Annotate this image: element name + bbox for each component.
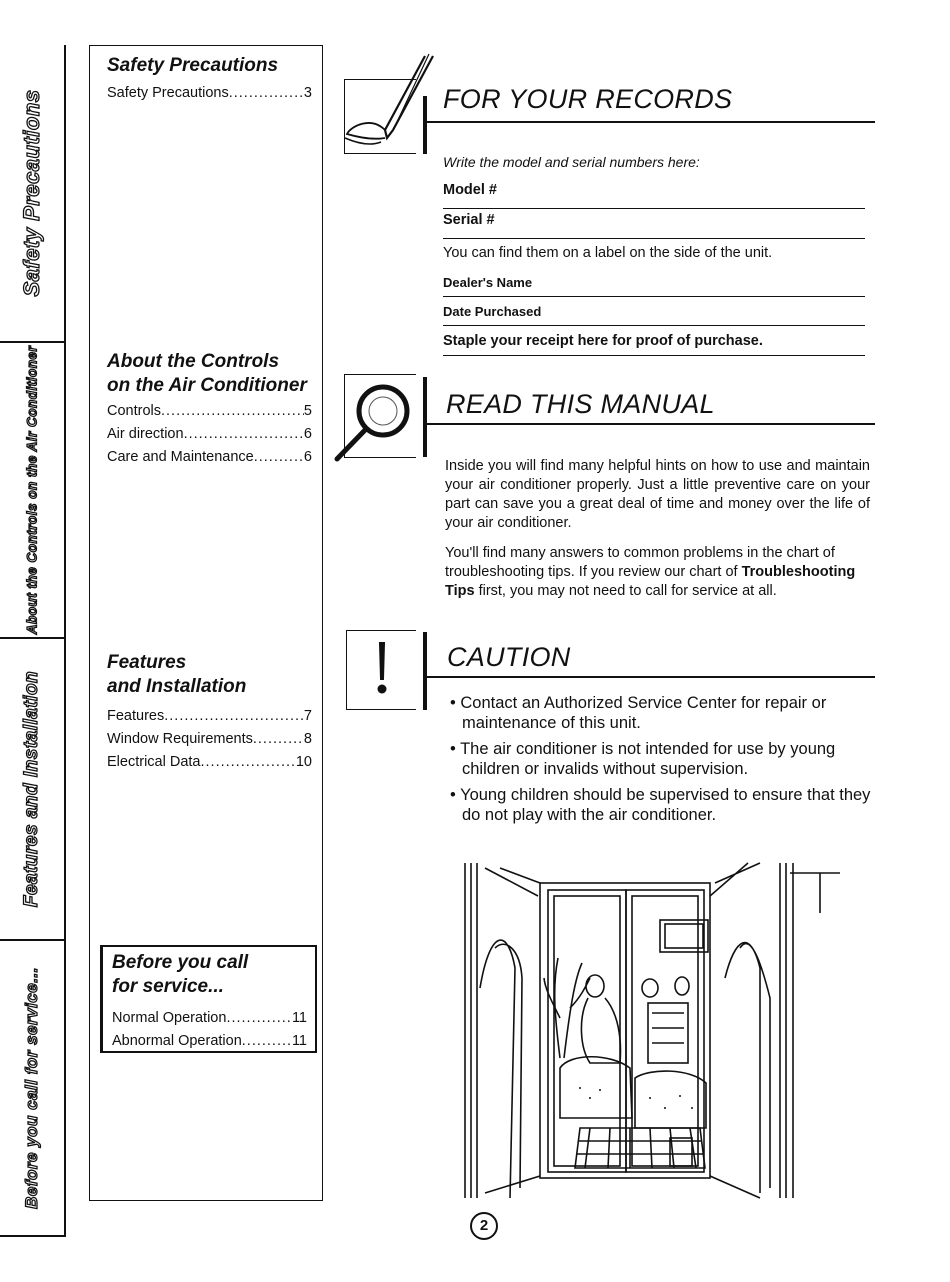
section-title-manual: READ THIS MANUAL bbox=[446, 389, 715, 419]
serial-number-field[interactable] bbox=[443, 212, 865, 239]
section-bar bbox=[423, 632, 427, 710]
field-label: Date Purchased bbox=[443, 304, 542, 319]
section-rule bbox=[423, 423, 875, 425]
manual-paragraph bbox=[445, 544, 870, 601]
toc-heading-line: Features bbox=[107, 652, 187, 673]
exclamation-icon bbox=[346, 630, 416, 710]
magnifier-icon bbox=[344, 374, 416, 458]
toc-item-label: Features bbox=[107, 708, 165, 724]
toc-item-label: Window Requirements bbox=[107, 731, 253, 747]
manual-paragraph: Inside you will find many helpful hints on how to use and maintain your air conditioner properly. Just a little preventive care on your part can save you a great deal of time and money over the life of your air conditioner. bbox=[445, 458, 870, 531]
section-title-records: FOR YOUR RECORDS bbox=[443, 84, 733, 114]
toc-heading-line: and Installation bbox=[107, 676, 247, 697]
toc-heading: Safety Precautions bbox=[107, 55, 279, 76]
toc-heading-line: on the Air Conditioner bbox=[107, 375, 307, 396]
model-number-field[interactable] bbox=[443, 182, 865, 209]
tab-before-service[interactable] bbox=[0, 941, 66, 1237]
label-note: You can find them on a label on the side of the unit. bbox=[443, 245, 773, 261]
tab-label: Safety Precautions bbox=[19, 89, 44, 297]
side-tabs bbox=[0, 0, 70, 1282]
toc-item-label: Abnormal Operation bbox=[112, 1033, 242, 1049]
caution-bullet: • The air conditioner is not intended for use by young children or invalids without supervision. bbox=[450, 740, 836, 778]
toc-item-page: 8 bbox=[303, 731, 312, 747]
caution-bullet: • Contact an Authorized Service Center for repair or maintenance of this unit. bbox=[450, 694, 827, 732]
tab-safety-precautions[interactable] bbox=[0, 45, 66, 343]
toc-item-page: 10 bbox=[295, 754, 312, 770]
tab-features-installation[interactable] bbox=[0, 639, 66, 941]
toc-item[interactable] bbox=[107, 400, 312, 423]
text-run: You'll find many answers to common problems in the chart of troubleshooting tips. If you review our chart of bbox=[445, 545, 835, 580]
toc-heading bbox=[107, 651, 312, 699]
date-purchased-field[interactable] bbox=[443, 304, 865, 326]
toc-item-label: Care and Maintenance bbox=[107, 449, 254, 465]
section-bar bbox=[423, 96, 427, 154]
troubleshooting-tips-ref: Troubleshooting Tips bbox=[445, 564, 856, 599]
toc-heading-line: About the Controls bbox=[107, 351, 280, 372]
toc-section-safety bbox=[107, 54, 312, 105]
toc-item[interactable] bbox=[107, 446, 312, 469]
page-number: 2 bbox=[470, 1212, 498, 1240]
dealer-name-field[interactable] bbox=[443, 275, 865, 297]
toc-section-features bbox=[107, 651, 312, 774]
pen-icon bbox=[344, 79, 416, 154]
toc-item-page: 3 bbox=[303, 85, 312, 101]
bullet-text: The air conditioner is not intended for use by young children or invalids without supervision. bbox=[460, 740, 836, 778]
text-run: first, you may not need to call for service at all. bbox=[474, 583, 777, 599]
toc-item-label: Air direction bbox=[107, 426, 184, 442]
staple-note bbox=[443, 333, 865, 356]
toc-section-service bbox=[100, 945, 317, 1053]
toc-item[interactable] bbox=[107, 728, 312, 751]
bullet-text: Young children should be supervised to ensure that they do not play with the air conditioner. bbox=[460, 786, 871, 824]
toc-heading-line: for service... bbox=[112, 976, 224, 997]
toc-item[interactable] bbox=[112, 1030, 307, 1053]
toc-item-label: Controls bbox=[107, 403, 161, 419]
toc-item-page: 6 bbox=[303, 426, 312, 442]
tab-about-controls[interactable] bbox=[0, 343, 66, 639]
toc-item-label: Safety Precautions bbox=[107, 85, 229, 101]
field-label: Model # bbox=[443, 182, 497, 198]
tab-label: About the Controls on the Air Conditioner bbox=[24, 345, 40, 635]
toc-item-page: 11 bbox=[291, 1010, 307, 1026]
toc-item-label: Electrical Data bbox=[107, 754, 201, 770]
field-label: Dealer's Name bbox=[443, 275, 533, 290]
toc-item-page: 7 bbox=[303, 708, 312, 724]
tab-label: Before you call for service... bbox=[22, 967, 41, 1209]
toc-item[interactable] bbox=[107, 705, 312, 728]
toc-item[interactable] bbox=[112, 1007, 307, 1030]
section-bar bbox=[423, 377, 427, 457]
toc-item[interactable] bbox=[107, 423, 312, 446]
staple-note-text: Staple your receipt here for proof of purchase. bbox=[443, 333, 763, 349]
toc-section-controls bbox=[107, 350, 312, 469]
toc-item-page: 5 bbox=[303, 403, 312, 419]
records-instruction: Write the model and serial numbers here: bbox=[443, 154, 700, 170]
window-illustration bbox=[460, 858, 845, 1203]
caution-bullet: • Young children should be supervised to ensure that they do not play with the air conditioner. bbox=[450, 786, 871, 824]
table-of-contents bbox=[89, 45, 323, 1201]
toc-heading bbox=[107, 350, 312, 398]
toc-item-page: 6 bbox=[303, 449, 312, 465]
section-rule bbox=[423, 121, 875, 123]
toc-item-label: Normal Operation bbox=[112, 1010, 227, 1026]
toc-item[interactable] bbox=[107, 751, 312, 774]
toc-item[interactable] bbox=[107, 82, 312, 105]
section-rule bbox=[423, 676, 875, 678]
toc-heading-line: Before you call bbox=[112, 952, 249, 973]
field-label: Serial # bbox=[443, 212, 495, 228]
bullet-text: Contact an Authorized Service Center for repair or maintenance of this unit. bbox=[460, 694, 827, 732]
toc-item-page: 11 bbox=[291, 1033, 307, 1049]
toc-heading bbox=[112, 951, 307, 999]
section-title-caution: CAUTION bbox=[447, 642, 571, 672]
tab-label: Features and Installation bbox=[21, 670, 42, 908]
